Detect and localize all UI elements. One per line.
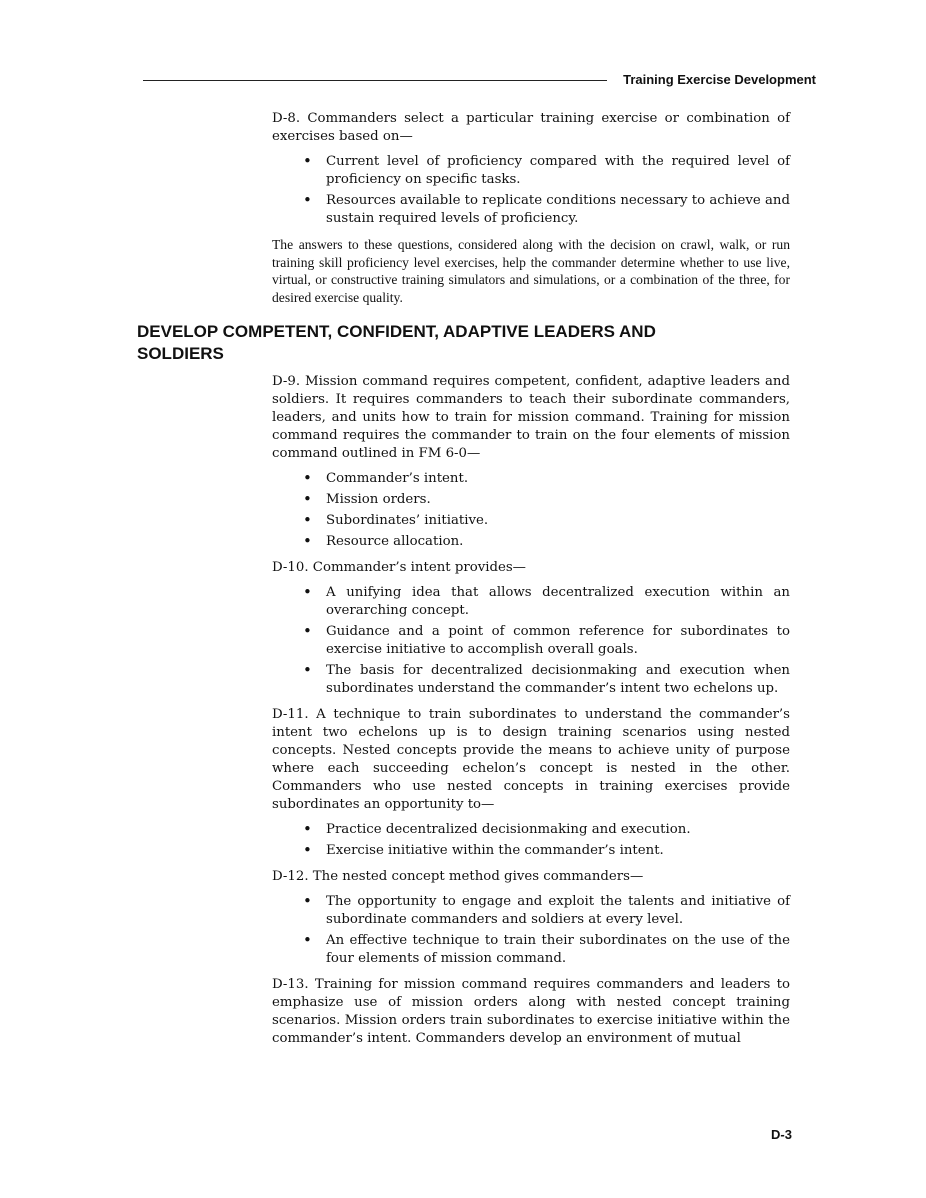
list-item: • An effective technique to train their subordinates on the use of the four elements of mission command. [272,932,790,968]
d11-bullet-list [272,821,790,860]
d8-block [272,110,790,306]
page-number: D-3 [771,1127,792,1142]
d8-bullet-list [272,153,790,228]
d12-bullet-list [272,893,790,968]
paragraph-d8: D-8. Commanders select a particular training exercise or combination of exercises based on— [272,111,790,144]
paragraph-d11: D-11. A technique to train subordinates to understand the commander’s intent two echelons up is to design training scenarios using nested concepts. Nested concepts provide the means to achieve unity of purpose where each succeeding echelon’s concept is nested in the other. Commanders who use nested concepts in training exercises provide subordinates an opportunity to— [272,707,790,812]
list-item: • Exercise initiative within the commander’s intent. [272,842,790,860]
list-item: • Practice decentralized decisionmaking and execution. [272,821,790,839]
d9-bullet-list [272,470,790,551]
paragraph-d12: D-12. The nested concept method gives commanders— [272,869,644,884]
section-heading: DEVELOP COMPETENT, CONFIDENT, ADAPTIVE LEADERS AND SOLDIERS [137,322,656,363]
list-item: • Mission orders. [272,491,790,509]
list-item: • Subordinates’ initiative. [272,512,790,530]
list-item: • The opportunity to engage and exploit the talents and initiative of subordinate commanders and soldiers at every level. [272,893,790,929]
paragraph-d9: D-9. Mission command requires competent, confident, adaptive leaders and soldiers. It requires commanders to teach their subordinate commanders, leaders, and units how to train for mission command. Training for mission command requires the commander to train on the four elements of mission command outlined in FM 6-0— [272,374,790,461]
section-body [272,373,790,1055]
paragraph-d8-followup: The answers to these questions, considered along with the decision on crawl, walk, or run training skill proficiency level exercises, help the commander determine whether to use live, virtual, or constructive training simulators and simulations, or a combination of the three, for desired exercise quality. [272,237,790,305]
header-rule [143,80,607,81]
list-item: • Commander’s intent. [272,470,790,488]
list-item: • Resources available to replicate conditions necessary to achieve and sustain required levels of proficiency. [272,192,790,228]
running-header: Training Exercise Development [623,72,816,87]
paragraph-d13: D-13. Training for mission command requires commanders and leaders to emphasize use of mission orders along with nested concept training scenarios. Mission orders train subordinates to exercise initiative within the commander’s intent. Commanders develop an environment of mutual [272,977,790,1046]
paragraph-d10: D-10. Commander’s intent provides— [272,560,526,575]
list-item: • Resource allocation. [272,533,790,551]
list-item: • Guidance and a point of common reference for subordinates to exercise initiative to accomplish overall goals. [272,623,790,659]
d10-bullet-list [272,584,790,698]
list-item: • Current level of proficiency compared with the required level of proficiency on specific tasks. [272,153,790,189]
list-item: • A unifying idea that allows decentralized execution within an overarching concept. [272,584,790,620]
list-item: • The basis for decentralized decisionmaking and execution when subordinates understand the commander’s intent two echelons up. [272,662,790,698]
